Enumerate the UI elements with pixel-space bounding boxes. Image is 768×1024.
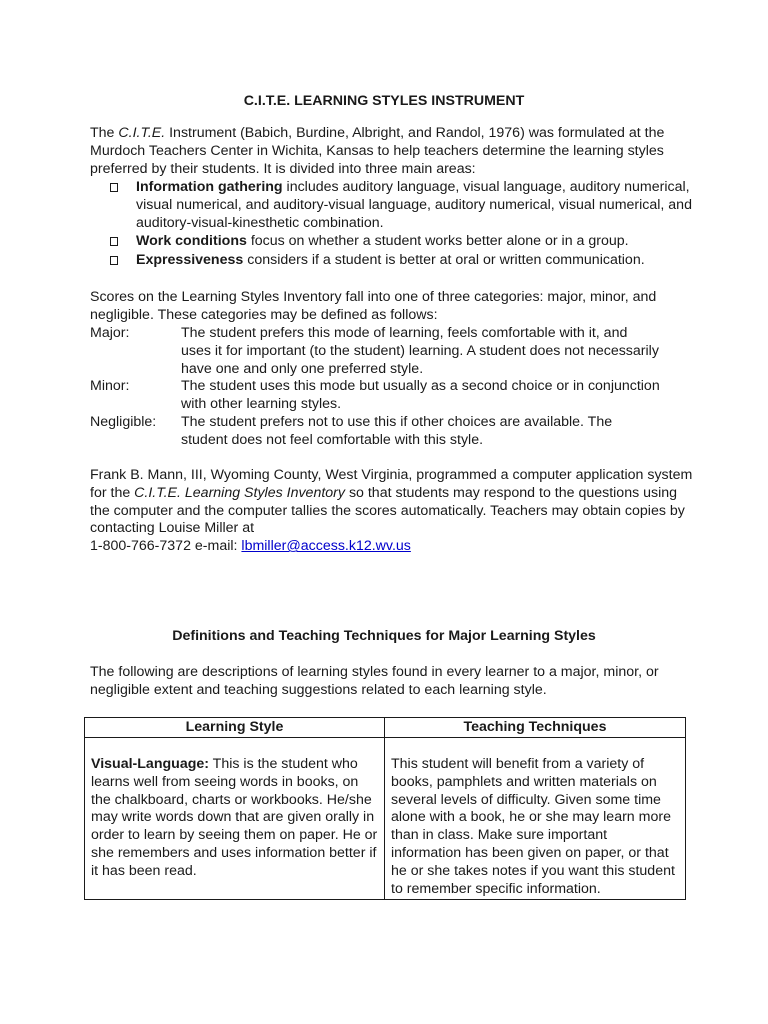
mann-paragraph [90,467,700,556]
header-teaching-techniques: Teaching Techniques [385,718,686,738]
bullet-box-icon [110,256,118,265]
description-paragraph: The following are descriptions of learning styles found in every learner to a major, minor, or negligible extent and teaching suggestions related to each learning style. [90,664,659,698]
area-name: Work conditions [136,233,247,250]
style-name: Visual-Language: [91,756,209,772]
area-text: focus on whether a student works better alone or in a group. [246,233,629,250]
category-term: Major: [90,325,130,341]
scores-paragraph: Scores on the Learning Styles Inventory fall into one of three categories: major, minor, and negligible. These categories may be defined as follows: [90,289,657,323]
categories-list [90,325,710,450]
intro-text-rest: Instrument (Babich, Burdine, Albright, and Randol, 1976) was formulated at the Murdoch Teachers Center in Wichita, Kansas to help teachers determine the learning styles preferred by their students. It is divided into three main areas: [90,125,665,177]
intro-text-start: The [90,125,119,141]
category-row [90,414,710,450]
mann-text-start: Frank B. Mann, III, Wyoming County, West Virginia, programmed a computer application system for the [90,467,693,501]
bullet-box-icon [110,183,118,192]
category-definition: The student prefers this mode of learning, feels comfortable with it, and uses it for important (to the student) learning. A student does not necessarily have one and only one preferred style. [181,325,659,377]
table-row [85,738,686,900]
category-row [90,378,710,414]
category-term: Negligible: [90,413,157,430]
header-learning-style: Learning Style [85,718,385,738]
areas-list [110,179,710,271]
category-row [90,325,710,378]
learning-styles-table [84,717,686,900]
teaching-techniques-cell: This student will benefit from a variety of books, pamphlets and written materials on several levels of difficulty. Given some time alone with a book, he or she may learn more than in class. Make sure important information has been given on paper, or that he or she takes notes if you want this student to remember specific information. [385,738,686,900]
intro-paragraph [90,125,700,178]
area-name: Expressiveness [136,252,244,269]
list-item [110,252,710,270]
area-text: includes auditory language, visual language, auditory numerical, visual numerical, and auditory-visual language, auditory numerical, visual numerical, and auditory-visual-kinesthetic combination. [136,179,692,231]
inventory-name: C.I.T.E. Learning Styles Inventory [134,484,345,501]
area-name: Information gathering [136,179,283,195]
mann-text-rest: so that students may respond to the questions using the computer and the computer tallies the scores automatically. Teachers may obtain copies by contacting Louise Miller at [90,484,685,537]
email-link[interactable]: lbmiller@access.k12.wv.us [241,538,411,555]
category-definition: The student uses this mode but usually as a second choice or in conjunction with other learning styles. [181,378,660,413]
area-text: considers if a student is better at oral or written communication. [243,252,645,269]
table-header-row [85,718,686,738]
contact-phone: 1-800-766-7372 e-mail: [90,538,242,555]
category-term: Minor: [90,378,130,395]
list-item [110,179,710,232]
document-title: C.I.T.E. LEARNING STYLES INSTRUMENT [243,93,525,109]
learning-style-cell [85,738,385,900]
style-description: This is the student who learns well from seeing words in books, on the chalkboard, charts or workbooks. He/she may write words down that are given orally in order to learn by seeing them on paper. He or she remembers and uses information better if it has been read. [91,756,378,879]
category-definition: The student prefers not to use this if other choices are available. The student does not feel comfortable with this style. [181,413,613,448]
section-subtitle: Definitions and Teaching Techniques for Major Learning Styles [172,628,596,644]
list-item [110,233,710,251]
bullet-box-icon [110,237,118,246]
cite-name: C.I.T.E. [118,125,166,141]
